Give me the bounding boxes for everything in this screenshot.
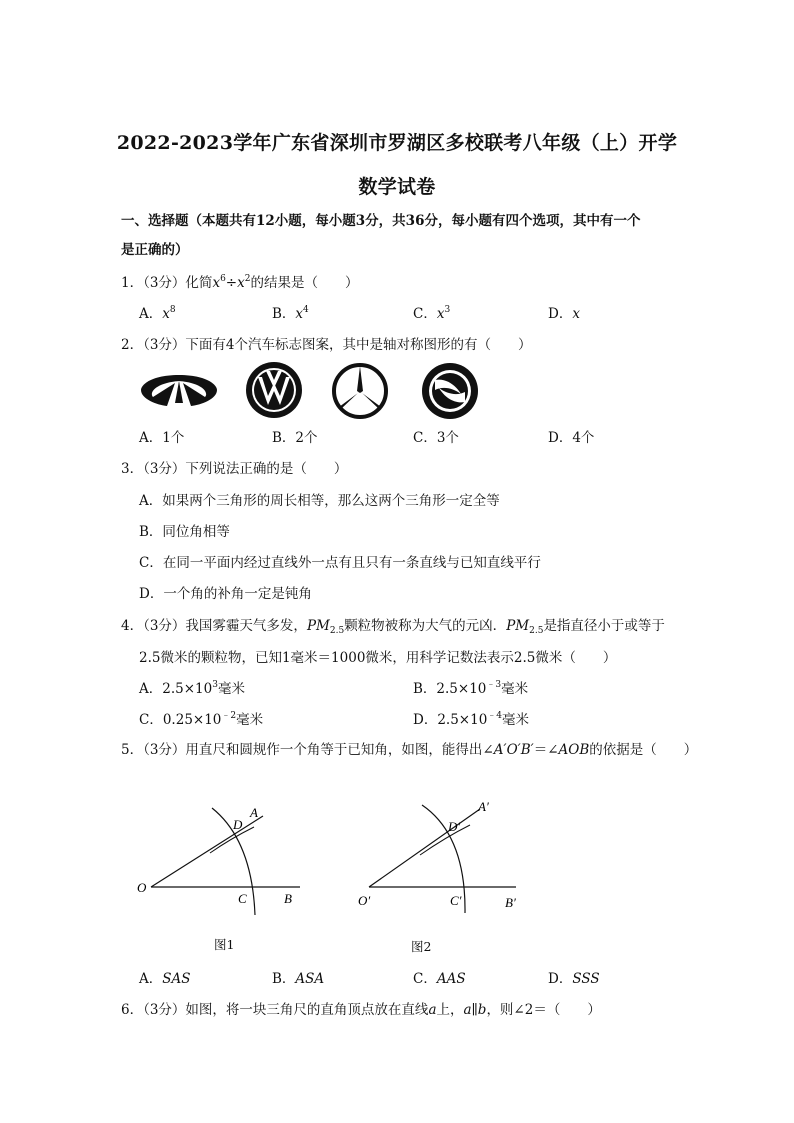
- volkswagen-logo: [244, 361, 304, 419]
- q3-option-a: A．如果两个三角形的周长相等，那么这两个三角形一定全等: [139, 493, 500, 509]
- label-B-prime: B′: [505, 895, 516, 910]
- section-heading: 一、选择题（本题共有12小题，每小题3分，共36分，每小题有四个选项，其中有一个: [121, 213, 641, 229]
- q4-option-b: B．$2.5\times 10^{﹣3}$毫米: [413, 680, 529, 697]
- question-2-stem: 2．（3分）下面有4个汽车标志图案，其中是轴对称图形的有（ ）: [121, 337, 532, 353]
- q2-option-c: C．3个: [413, 430, 459, 446]
- question-5-stem: 5．（3分）用直尺和圆规作一个角等于已知角，如图，能得出∠A′O′B′＝∠AOB的依据是（ ）: [121, 742, 698, 758]
- q4-option-a: A．$2.5\times 10^3$毫米: [139, 680, 245, 697]
- q1-option-d: D．x: [548, 306, 580, 322]
- q1-option-b: B．$x^4$: [272, 305, 309, 322]
- q5-option-a: A．SAS: [139, 971, 191, 987]
- q1-option-a: A．$x^8$: [139, 305, 176, 322]
- label-O-prime: O′: [358, 893, 371, 908]
- figure-2-angle: [350, 795, 540, 925]
- q5-option-b: B．ASA: [272, 971, 325, 987]
- question-4-stem-cont: 2.5微米的颗粒物，已知1毫米＝1000微米，用科学记数法表示2.5微米（ ）: [139, 650, 617, 666]
- q3-option-b: B．同位角相等: [139, 524, 230, 540]
- q5-option-d: D．SSS: [548, 971, 600, 987]
- label-D: D: [233, 817, 243, 832]
- label-A-prime: A′: [478, 799, 489, 814]
- q2-option-a: A．1个: [139, 430, 185, 446]
- q3-option-d: D．一个角的补角一定是钝角: [139, 586, 312, 602]
- question-6-stem: 6．（3分）如图，将一块三角尺的直角顶点放在直线a上，a∥b，则∠2＝（ ）: [121, 1002, 601, 1018]
- mercedes-logo: [331, 362, 389, 420]
- figure-2-caption: 图2: [411, 939, 432, 954]
- infiniti-logo: [139, 369, 219, 411]
- label-C: C: [238, 891, 247, 906]
- q4-option-d: D．$2.5\times 10^{﹣4}$毫米: [413, 711, 530, 728]
- question-1-stem: 1．（3分）化简$x^6\div x^2$的结果是（ ）: [121, 274, 359, 291]
- dongfeng-logo: [419, 362, 481, 420]
- label-O: O: [137, 880, 147, 895]
- q5-option-c: C．AAS: [413, 971, 466, 987]
- ray-oa-prime: [369, 809, 480, 887]
- label-B: B: [284, 891, 292, 906]
- arc-small-prime: [420, 825, 470, 855]
- figure-1-caption: 图1: [214, 937, 235, 952]
- q1-option-c: C．$x^3$: [413, 305, 451, 322]
- figure-1-angle: [130, 795, 320, 925]
- ray-oa: [151, 816, 263, 887]
- exam-subtitle: 数学试卷: [358, 176, 436, 198]
- label-A: A: [250, 805, 258, 820]
- q2-option-b: B．2个: [272, 430, 318, 446]
- label-C-prime: C′: [450, 893, 462, 908]
- q3-option-c: C．在同一平面内经过直线外一点有且只有一条直线与已知直线平行: [139, 555, 541, 571]
- section-heading-cont: 是正确的）: [121, 242, 189, 258]
- question-3-stem: 3．（3分）下列说法正确的是（ ）: [121, 461, 348, 477]
- exam-title: 2022-2023学年广东省深圳市罗湖区多校联考八年级（上）开学: [116, 132, 678, 154]
- q4-option-c: C．$0.25\times 10^{﹣2}$毫米: [139, 711, 264, 728]
- question-4-stem: 4．（3分）我国雾霾天气多发，$PM_{2.5}$颗粒物被称为大气的元凶．$PM_{2.5}$是指直径小于或等于: [121, 618, 665, 636]
- q2-option-d: D．4个: [548, 430, 595, 446]
- label-D-prime: D′: [448, 819, 461, 834]
